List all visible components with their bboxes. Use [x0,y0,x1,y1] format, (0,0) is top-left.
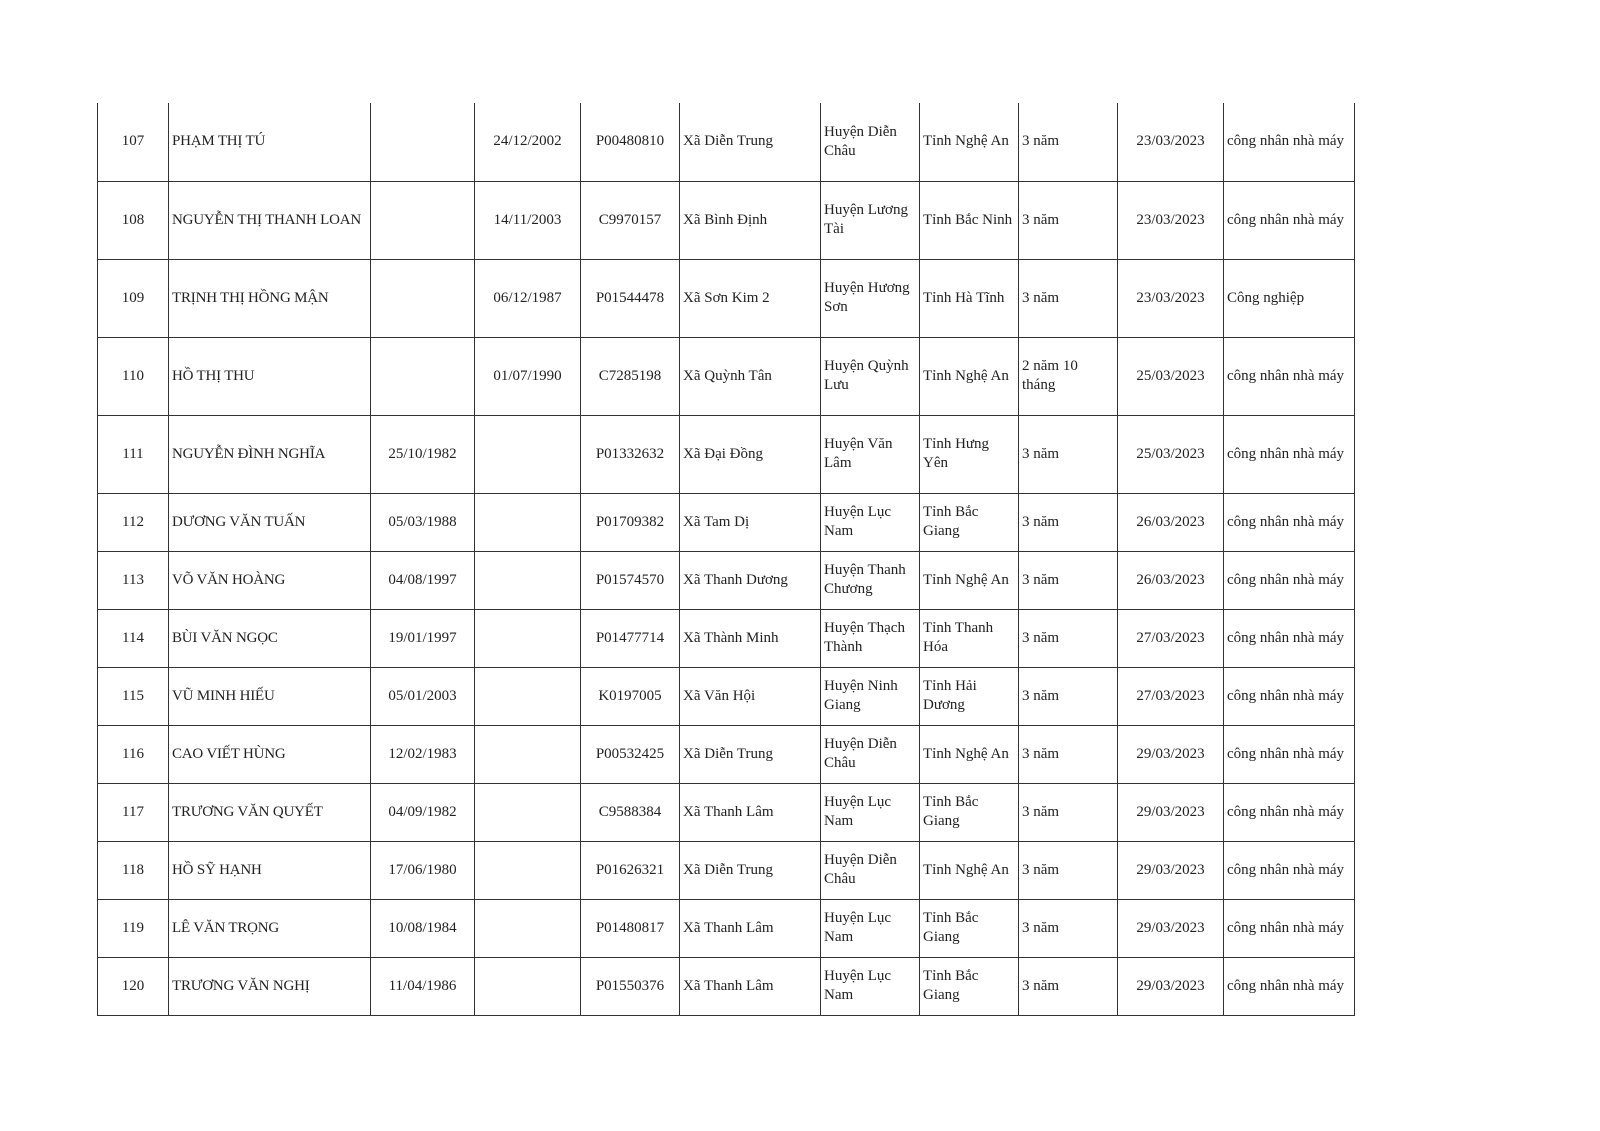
cell-id-number: P01480817 [581,899,680,957]
table-row [98,957,1355,1015]
cell-occupation: công nhân nhà máy [1224,667,1355,725]
cell-stt: 109 [98,259,169,337]
cell-occupation: công nhân nhà máy [1224,609,1355,667]
cell-stt: 118 [98,841,169,899]
cell-id-number: P01626321 [581,841,680,899]
cell-duration: 3 năm [1019,609,1118,667]
cell-dob-female: 01/07/1990 [475,337,581,415]
cell-dob-female [475,725,581,783]
cell-commune: Xã Tam Dị [680,493,821,551]
cell-occupation: công nhân nhà máy [1224,551,1355,609]
cell-duration: 3 năm [1019,841,1118,899]
cell-id-number: C9588384 [581,783,680,841]
cell-district: Huyện Văn Lâm [821,415,920,493]
worker-list-table [97,103,1355,1016]
table-row [98,415,1355,493]
cell-province: Tỉnh Nghệ An [920,841,1019,899]
cell-stt: 116 [98,725,169,783]
cell-id-number: P01550376 [581,957,680,1015]
cell-duration: 2 năm 10 tháng [1019,337,1118,415]
cell-date: 26/03/2023 [1118,493,1224,551]
cell-occupation: công nhân nhà máy [1224,103,1355,181]
cell-duration: 3 năm [1019,259,1118,337]
cell-district: Huyện Ninh Giang [821,667,920,725]
cell-duration: 3 năm [1019,957,1118,1015]
cell-date: 29/03/2023 [1118,957,1224,1015]
cell-dob-female [475,609,581,667]
cell-id-number: P01544478 [581,259,680,337]
cell-province: Tỉnh Hà Tĩnh [920,259,1019,337]
cell-province: Tỉnh Nghệ An [920,725,1019,783]
table-row [98,103,1355,181]
cell-date: 29/03/2023 [1118,725,1224,783]
cell-district: Huyện Lục Nam [821,957,920,1015]
cell-dob-female [475,783,581,841]
cell-province: Tỉnh Nghệ An [920,337,1019,415]
cell-id-number: P01709382 [581,493,680,551]
cell-full-name: VÕ VĂN HOÀNG [169,551,371,609]
cell-province: Tỉnh Bắc Giang [920,783,1019,841]
cell-dob-male: 19/01/1997 [371,609,475,667]
cell-commune: Xã Đại Đồng [680,415,821,493]
cell-district: Huyện Quỳnh Lưu [821,337,920,415]
cell-district: Huyện Lục Nam [821,899,920,957]
cell-occupation: Công nghiệp [1224,259,1355,337]
cell-date: 27/03/2023 [1118,667,1224,725]
table-body [98,103,1355,1015]
cell-full-name: HỒ SỸ HẠNH [169,841,371,899]
cell-dob-female: 24/12/2002 [475,103,581,181]
cell-occupation: công nhân nhà máy [1224,783,1355,841]
cell-dob-male: 05/03/1988 [371,493,475,551]
cell-stt: 119 [98,899,169,957]
cell-district: Huyện Lục Nam [821,783,920,841]
cell-duration: 3 năm [1019,551,1118,609]
cell-commune: Xã Bình Định [680,181,821,259]
cell-dob-male: 10/08/1984 [371,899,475,957]
cell-dob-male: 12/02/1983 [371,725,475,783]
cell-duration: 3 năm [1019,783,1118,841]
cell-dob-female [475,957,581,1015]
cell-date: 29/03/2023 [1118,783,1224,841]
cell-occupation: công nhân nhà máy [1224,899,1355,957]
table-row [98,841,1355,899]
cell-dob-male: 04/08/1997 [371,551,475,609]
cell-full-name: CAO VIẾT HÙNG [169,725,371,783]
cell-dob-female [475,493,581,551]
cell-stt: 120 [98,957,169,1015]
cell-dob-female [475,899,581,957]
cell-duration: 3 năm [1019,103,1118,181]
table-row [98,725,1355,783]
cell-stt: 112 [98,493,169,551]
table-row [98,259,1355,337]
cell-id-number: P01574570 [581,551,680,609]
cell-district: Huyện Thanh Chương [821,551,920,609]
cell-full-name: NGUYỄN ĐÌNH NGHĨA [169,415,371,493]
cell-commune: Xã Văn Hội [680,667,821,725]
cell-id-number: P01332632 [581,415,680,493]
cell-commune: Xã Diễn Trung [680,103,821,181]
cell-dob-male: 25/10/1982 [371,415,475,493]
cell-stt: 108 [98,181,169,259]
cell-full-name: VŨ MINH HIẾU [169,667,371,725]
cell-province: Tỉnh Hưng Yên [920,415,1019,493]
cell-id-number: P01477714 [581,609,680,667]
table-row [98,181,1355,259]
cell-province: Tỉnh Thanh Hóa [920,609,1019,667]
cell-commune: Xã Thanh Lâm [680,957,821,1015]
cell-occupation: công nhân nhà máy [1224,725,1355,783]
cell-stt: 110 [98,337,169,415]
cell-dob-male: 04/09/1982 [371,783,475,841]
cell-duration: 3 năm [1019,725,1118,783]
table-row [98,551,1355,609]
cell-date: 25/03/2023 [1118,415,1224,493]
cell-province: Tỉnh Nghệ An [920,551,1019,609]
cell-duration: 3 năm [1019,415,1118,493]
cell-occupation: công nhân nhà máy [1224,181,1355,259]
cell-commune: Xã Thành Minh [680,609,821,667]
cell-commune: Xã Quỳnh Tân [680,337,821,415]
cell-province: Tỉnh Bắc Giang [920,957,1019,1015]
table-row [98,609,1355,667]
cell-full-name: HỒ THỊ THU [169,337,371,415]
cell-full-name: NGUYỄN THỊ THANH LOAN [169,181,371,259]
table-row [98,493,1355,551]
cell-full-name: TRƯƠNG VĂN QUYẾT [169,783,371,841]
table-row [98,899,1355,957]
cell-dob-male: 17/06/1980 [371,841,475,899]
cell-full-name: DƯƠNG VĂN TUẤN [169,493,371,551]
cell-dob-female [475,551,581,609]
cell-full-name: TRỊNH THỊ HỒNG MẬN [169,259,371,337]
cell-district: Huyện Lương Tài [821,181,920,259]
cell-occupation: công nhân nhà máy [1224,415,1355,493]
cell-commune: Xã Thanh Dương [680,551,821,609]
cell-commune: Xã Thanh Lâm [680,783,821,841]
cell-date: 27/03/2023 [1118,609,1224,667]
table-row [98,667,1355,725]
cell-dob-female: 14/11/2003 [475,181,581,259]
cell-date: 29/03/2023 [1118,841,1224,899]
cell-stt: 111 [98,415,169,493]
cell-stt: 114 [98,609,169,667]
cell-province: Tỉnh Bắc Giang [920,899,1019,957]
table-row [98,337,1355,415]
cell-dob-female [475,841,581,899]
cell-id-number: P00532425 [581,725,680,783]
cell-id-number: K0197005 [581,667,680,725]
cell-dob-male [371,337,475,415]
cell-date: 23/03/2023 [1118,103,1224,181]
cell-occupation: công nhân nhà máy [1224,957,1355,1015]
cell-dob-male: 05/01/2003 [371,667,475,725]
cell-stt: 115 [98,667,169,725]
cell-dob-female [475,667,581,725]
cell-province: Tỉnh Bắc Giang [920,493,1019,551]
cell-district: Huyện Diễn Châu [821,103,920,181]
table-row [98,783,1355,841]
cell-date: 26/03/2023 [1118,551,1224,609]
cell-id-number: P00480810 [581,103,680,181]
cell-district: Huyện Thạch Thành [821,609,920,667]
cell-id-number: C9970157 [581,181,680,259]
cell-full-name: LÊ VĂN TRỌNG [169,899,371,957]
cell-district: Huyện Hương Sơn [821,259,920,337]
cell-commune: Xã Thanh Lâm [680,899,821,957]
cell-commune: Xã Diễn Trung [680,841,821,899]
cell-dob-male [371,259,475,337]
cell-full-name: BÙI VĂN NGỌC [169,609,371,667]
cell-date: 23/03/2023 [1118,181,1224,259]
cell-dob-male [371,103,475,181]
cell-full-name: TRƯƠNG VĂN NGHỊ [169,957,371,1015]
cell-commune: Xã Diễn Trung [680,725,821,783]
cell-dob-female: 06/12/1987 [475,259,581,337]
cell-province: Tỉnh Hải Dương [920,667,1019,725]
cell-district: Huyện Diễn Châu [821,725,920,783]
cell-district: Huyện Diễn Châu [821,841,920,899]
cell-duration: 3 năm [1019,493,1118,551]
cell-id-number: C7285198 [581,337,680,415]
cell-dob-male [371,181,475,259]
cell-occupation: công nhân nhà máy [1224,493,1355,551]
cell-duration: 3 năm [1019,667,1118,725]
cell-date: 23/03/2023 [1118,259,1224,337]
cell-full-name: PHẠM THỊ TÚ [169,103,371,181]
cell-province: Tỉnh Nghệ An [920,103,1019,181]
cell-dob-female [475,415,581,493]
cell-stt: 107 [98,103,169,181]
cell-stt: 113 [98,551,169,609]
cell-stt: 117 [98,783,169,841]
cell-district: Huyện Lục Nam [821,493,920,551]
cell-province: Tỉnh Bắc Ninh [920,181,1019,259]
cell-dob-male: 11/04/1986 [371,957,475,1015]
cell-occupation: công nhân nhà máy [1224,337,1355,415]
cell-duration: 3 năm [1019,899,1118,957]
cell-date: 25/03/2023 [1118,337,1224,415]
cell-commune: Xã Sơn Kim 2 [680,259,821,337]
cell-occupation: công nhân nhà máy [1224,841,1355,899]
cell-date: 29/03/2023 [1118,899,1224,957]
cell-duration: 3 năm [1019,181,1118,259]
